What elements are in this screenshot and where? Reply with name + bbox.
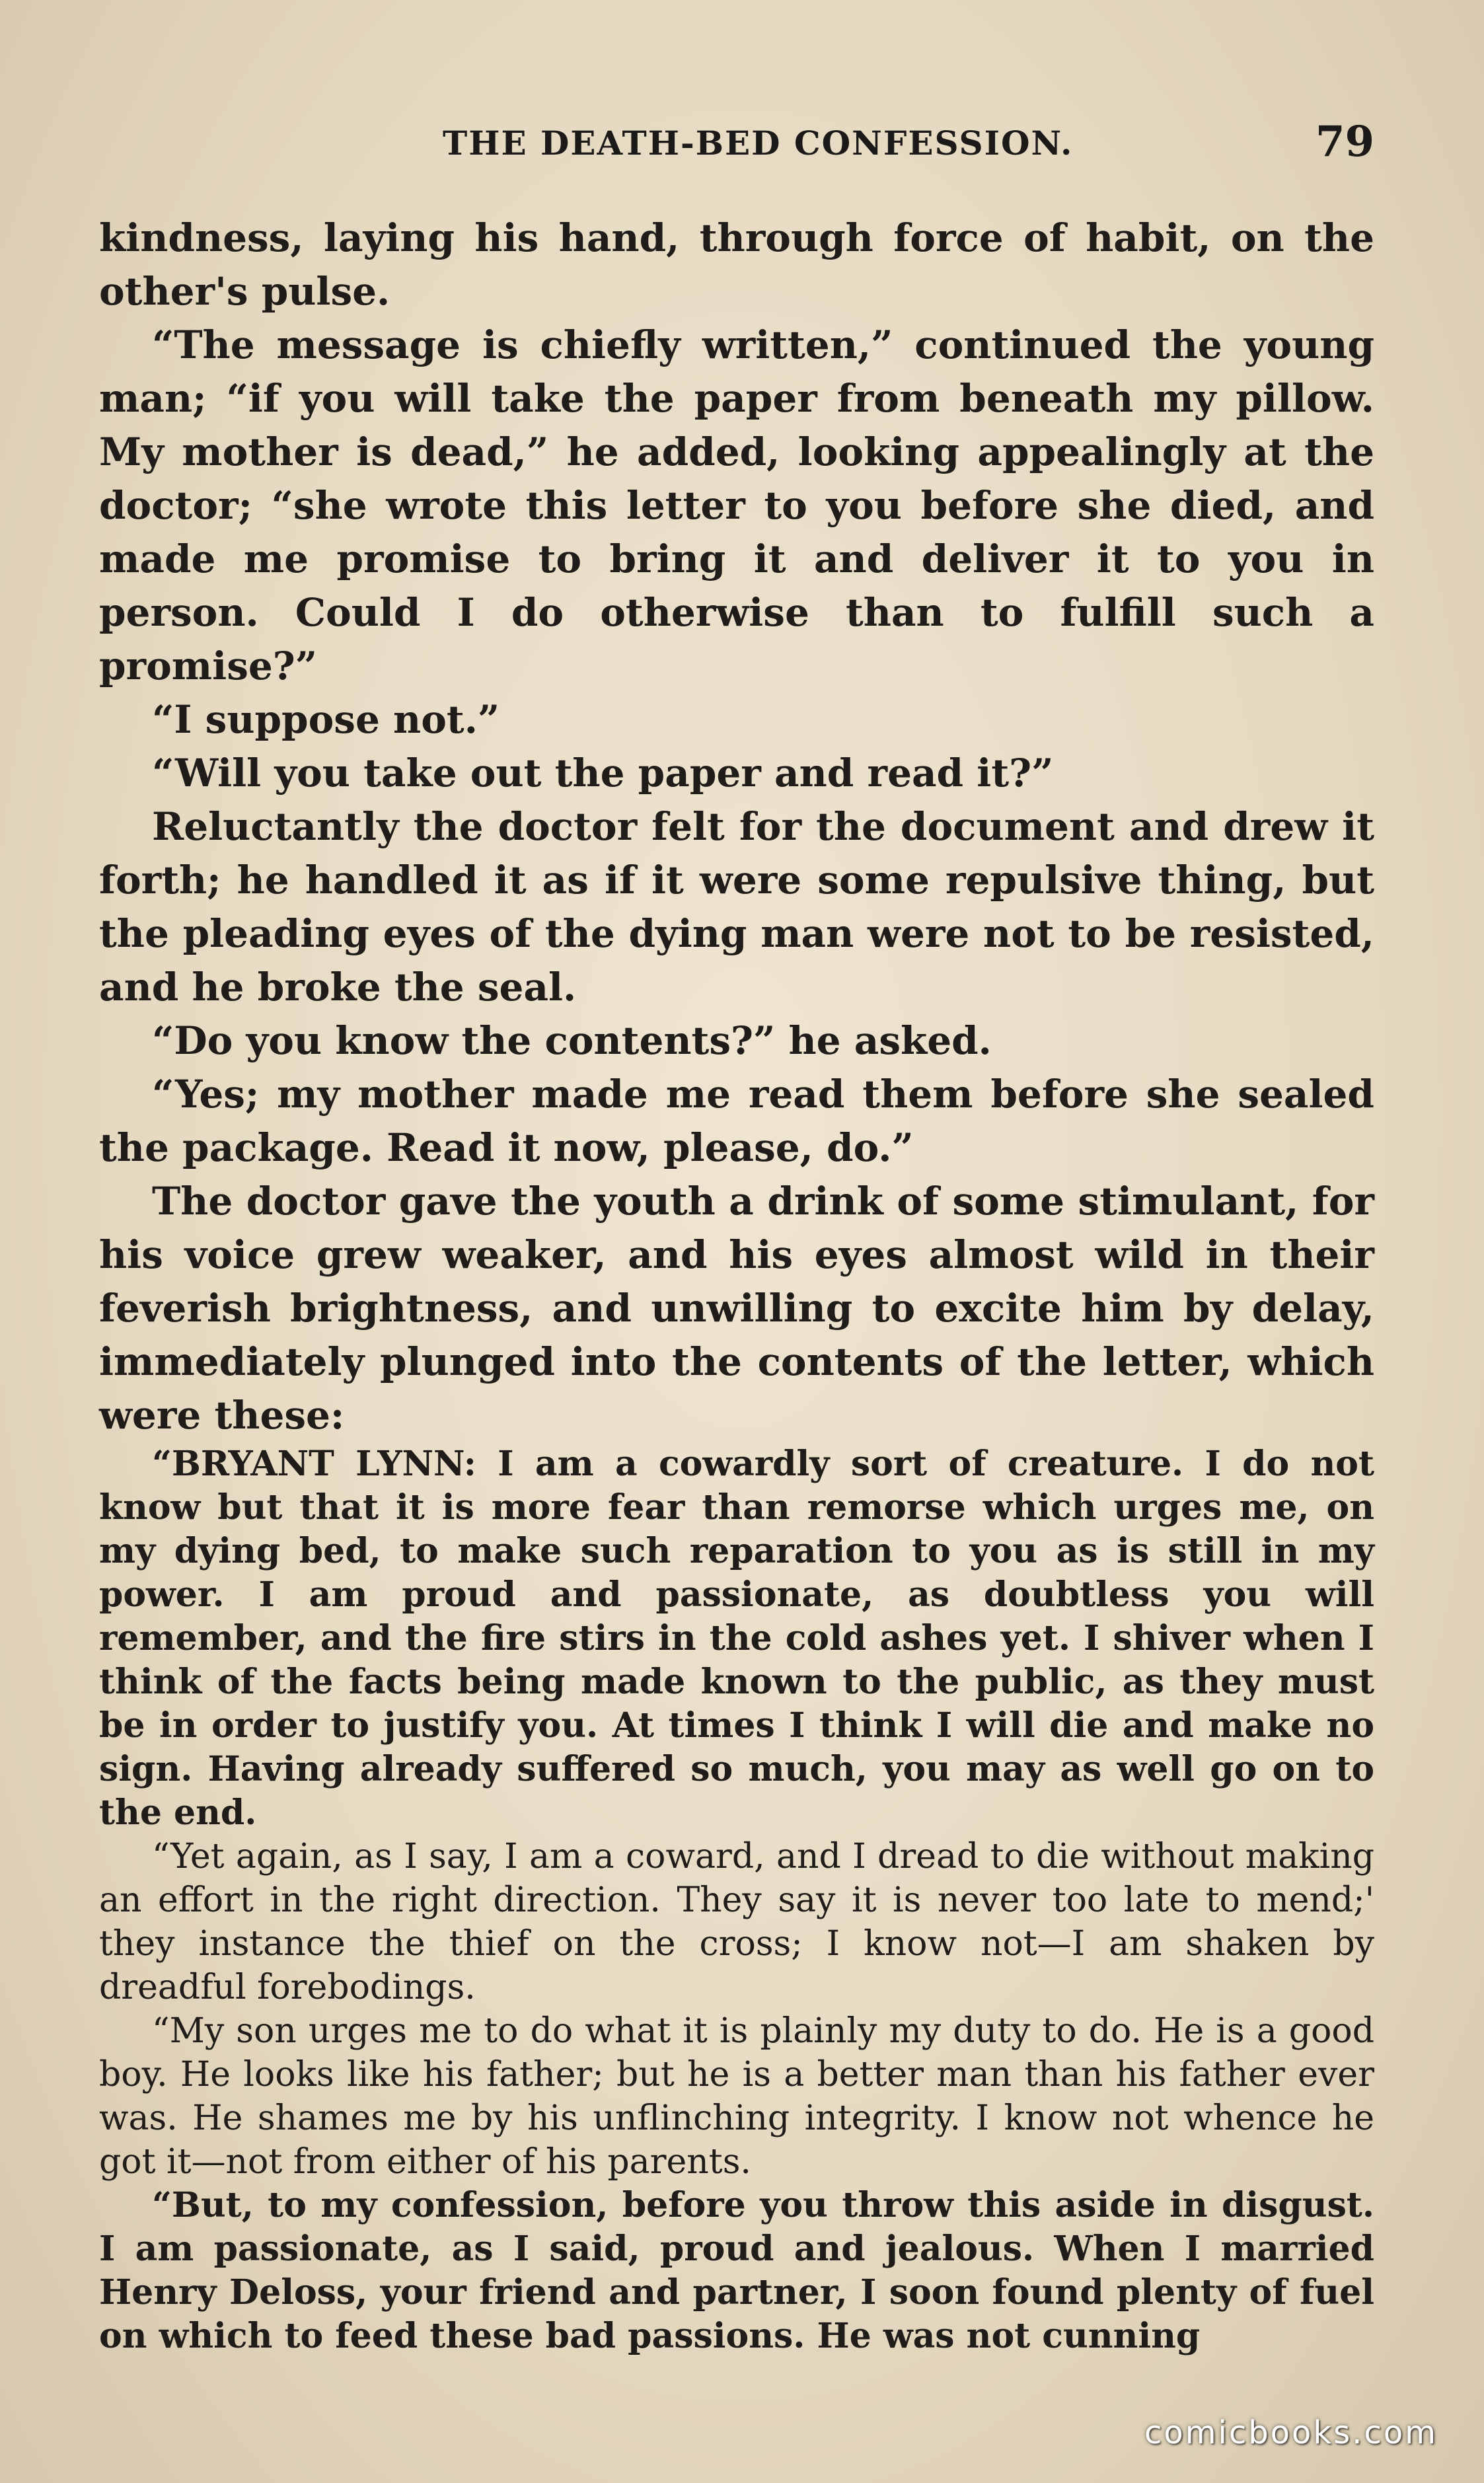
- paragraph-3: “I suppose not.”: [152, 697, 500, 742]
- paragraph-4: “Will you take out the paper and read it?”: [152, 751, 1054, 796]
- paragraph-6: “Do you know the contents?” he asked.: [152, 1018, 992, 1063]
- page-number: 79: [1315, 117, 1374, 167]
- page-header: [99, 109, 1374, 188]
- paragraph-7: “Yes; my mother made me read them before she sealed the package. Read it now, please, do.”: [99, 1072, 1374, 1170]
- letter-paragraph-4: “But, to my confession, before you throw this aside in disgust. I am passionate, as I said, proud and jealous. When I married Henry Deloss, your friend and partner, I soon found plenty of fuel on which to feed these bad passions. He was not cunning: [99, 2185, 1374, 2356]
- paragraph-8: The doctor gave the youth a drink of some stimulant, for his voice grew weaker, and his eyes almost wild in their feverish brightness, and unwilling to excite him by delay, immediately plunged into the contents of the letter, which were these:: [99, 1179, 1374, 1438]
- body-text: [99, 211, 1374, 2358]
- running-title: THE DEATH-BED CONFESSION.: [443, 124, 1074, 163]
- letter-text: [99, 1442, 1374, 2358]
- letter-paragraph-3: “My son urges me to do what it is plainly my duty to do. He is a good boy. He looks like his father; but he is a better man than his father ever was. He shames me by his unflinching integrity. I know not whence he got it—not from either of his parents.: [99, 2011, 1374, 2182]
- letter-paragraph-2: “Yet again, as I say, I am a coward, and I dread to die without making an effort in the right direction. They say it is never too late to mend;' they instance the thief on the cross; I know not—I am shaken by dreadful forebodings.: [99, 1837, 1374, 2007]
- paragraph-5: Reluctantly the doctor felt for the document and drew it forth; he handled it as if it were some repulsive thing, but the pleading eyes of the dying man were not to be resisted, and he broke the seal.: [99, 804, 1374, 1010]
- letter-paragraph-1: “BRYANT LYNN: I am a cowardly sort of creature. I do not know but that it is more fear than remorse which urges me, on my dying bed, to make such reparation to you as is still in my power. I am proud and passionate, as doubtless you will remember, and the fire stirs in the cold ashes yet. I shiver when I think of the facts being made known to the public, as they must be in order to justify you. At times I think I will die and make no sign. Having already suffered so much, you may as well go on to the end.: [99, 1444, 1374, 1833]
- paragraph-2: “The message is chiefly written,” continued the young man; “if you will take the paper from beneath my pillow. My mother is dead,” he added, looking appealingly at the doctor; “she wrote this letter to you before she died, and made me promise to bring it and deliver it to you in person. Could I do otherwise than to fulfill such a promise?”: [99, 322, 1374, 688]
- paragraph-1: kindness, laying his hand, through force of habit, on the other's pulse.: [99, 215, 1374, 314]
- watermark: comicbooks.com: [1144, 2414, 1438, 2451]
